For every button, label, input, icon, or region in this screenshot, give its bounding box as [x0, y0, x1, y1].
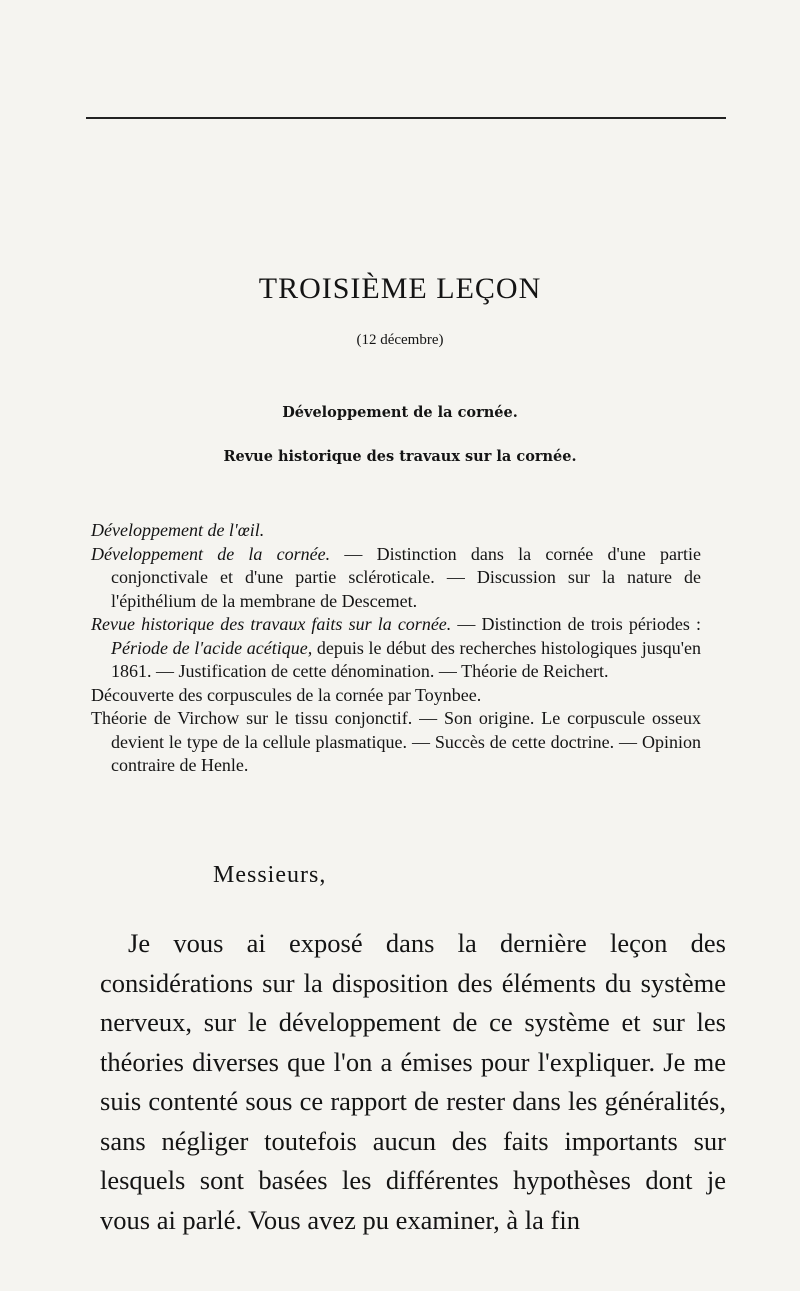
- summary-item: [91, 519, 701, 543]
- summary-item-italic: Développement de l'œil.: [91, 520, 265, 540]
- header-rule: [86, 117, 726, 119]
- summary-item-italic: Développement de la cornée.: [91, 543, 331, 564]
- summary-item-italic: Revue historique des travaux faits sur la cornée.: [91, 614, 452, 634]
- body-text: [100, 924, 726, 1240]
- summary-item-italic: Période de l'acide acétique,: [111, 637, 313, 658]
- salutation: Messieurs,: [213, 862, 327, 888]
- summary-item-text: depuis le début des recherches histologiques jusqu'en 1861. — Justification de cette dénomination. — Théorie de Reichert.: [111, 637, 701, 681]
- subtitle-historical-review: Revue historique des travaux sur la cornée.: [223, 448, 577, 465]
- summary-item: [91, 613, 701, 684]
- summary-item: Théorie de Virchow sur le tissu conjonctif. — Son origine. Le corpuscule osseux devient le type de la cellule plasmatique. — Succès de cette doctrine. — Opinion contraire de Henle.: [91, 708, 701, 775]
- body-paragraph: Je vous ai exposé dans la dernière leçon des considérations sur la disposition des éléments du système nerveux, sur le développement de ce système et sur les théories diverses que l'on a émises pour l'expliquer. Je me suis contenté sous ce rapport de rester dans les généralités, sans négliger toutefois aucun des faits importants sur lesquels sont basées les différentes hypothèses dont je vous ai parlé. Vous avez pu examiner, à la fin: [100, 928, 726, 1235]
- lecture-title: TROISIÈME LEÇON: [258, 272, 542, 305]
- summary-item-text: — Distinction dans la cornée d'une partie conjonctivale et d'une partie scléroticale. — Discussion sur la nature de l'épithélium de la membrane de Descemet.: [111, 543, 701, 611]
- summary: [91, 519, 701, 778]
- summary-item: Découverte des corpuscules de la cornée par Toynbee.: [91, 684, 482, 705]
- lecture-date: (12 décembre): [356, 332, 444, 348]
- summary-item: [91, 543, 701, 614]
- subtitle-development: Développement de la cornée.: [282, 404, 518, 421]
- summary-item-text: — Distinction de trois périodes :: [451, 614, 702, 634]
